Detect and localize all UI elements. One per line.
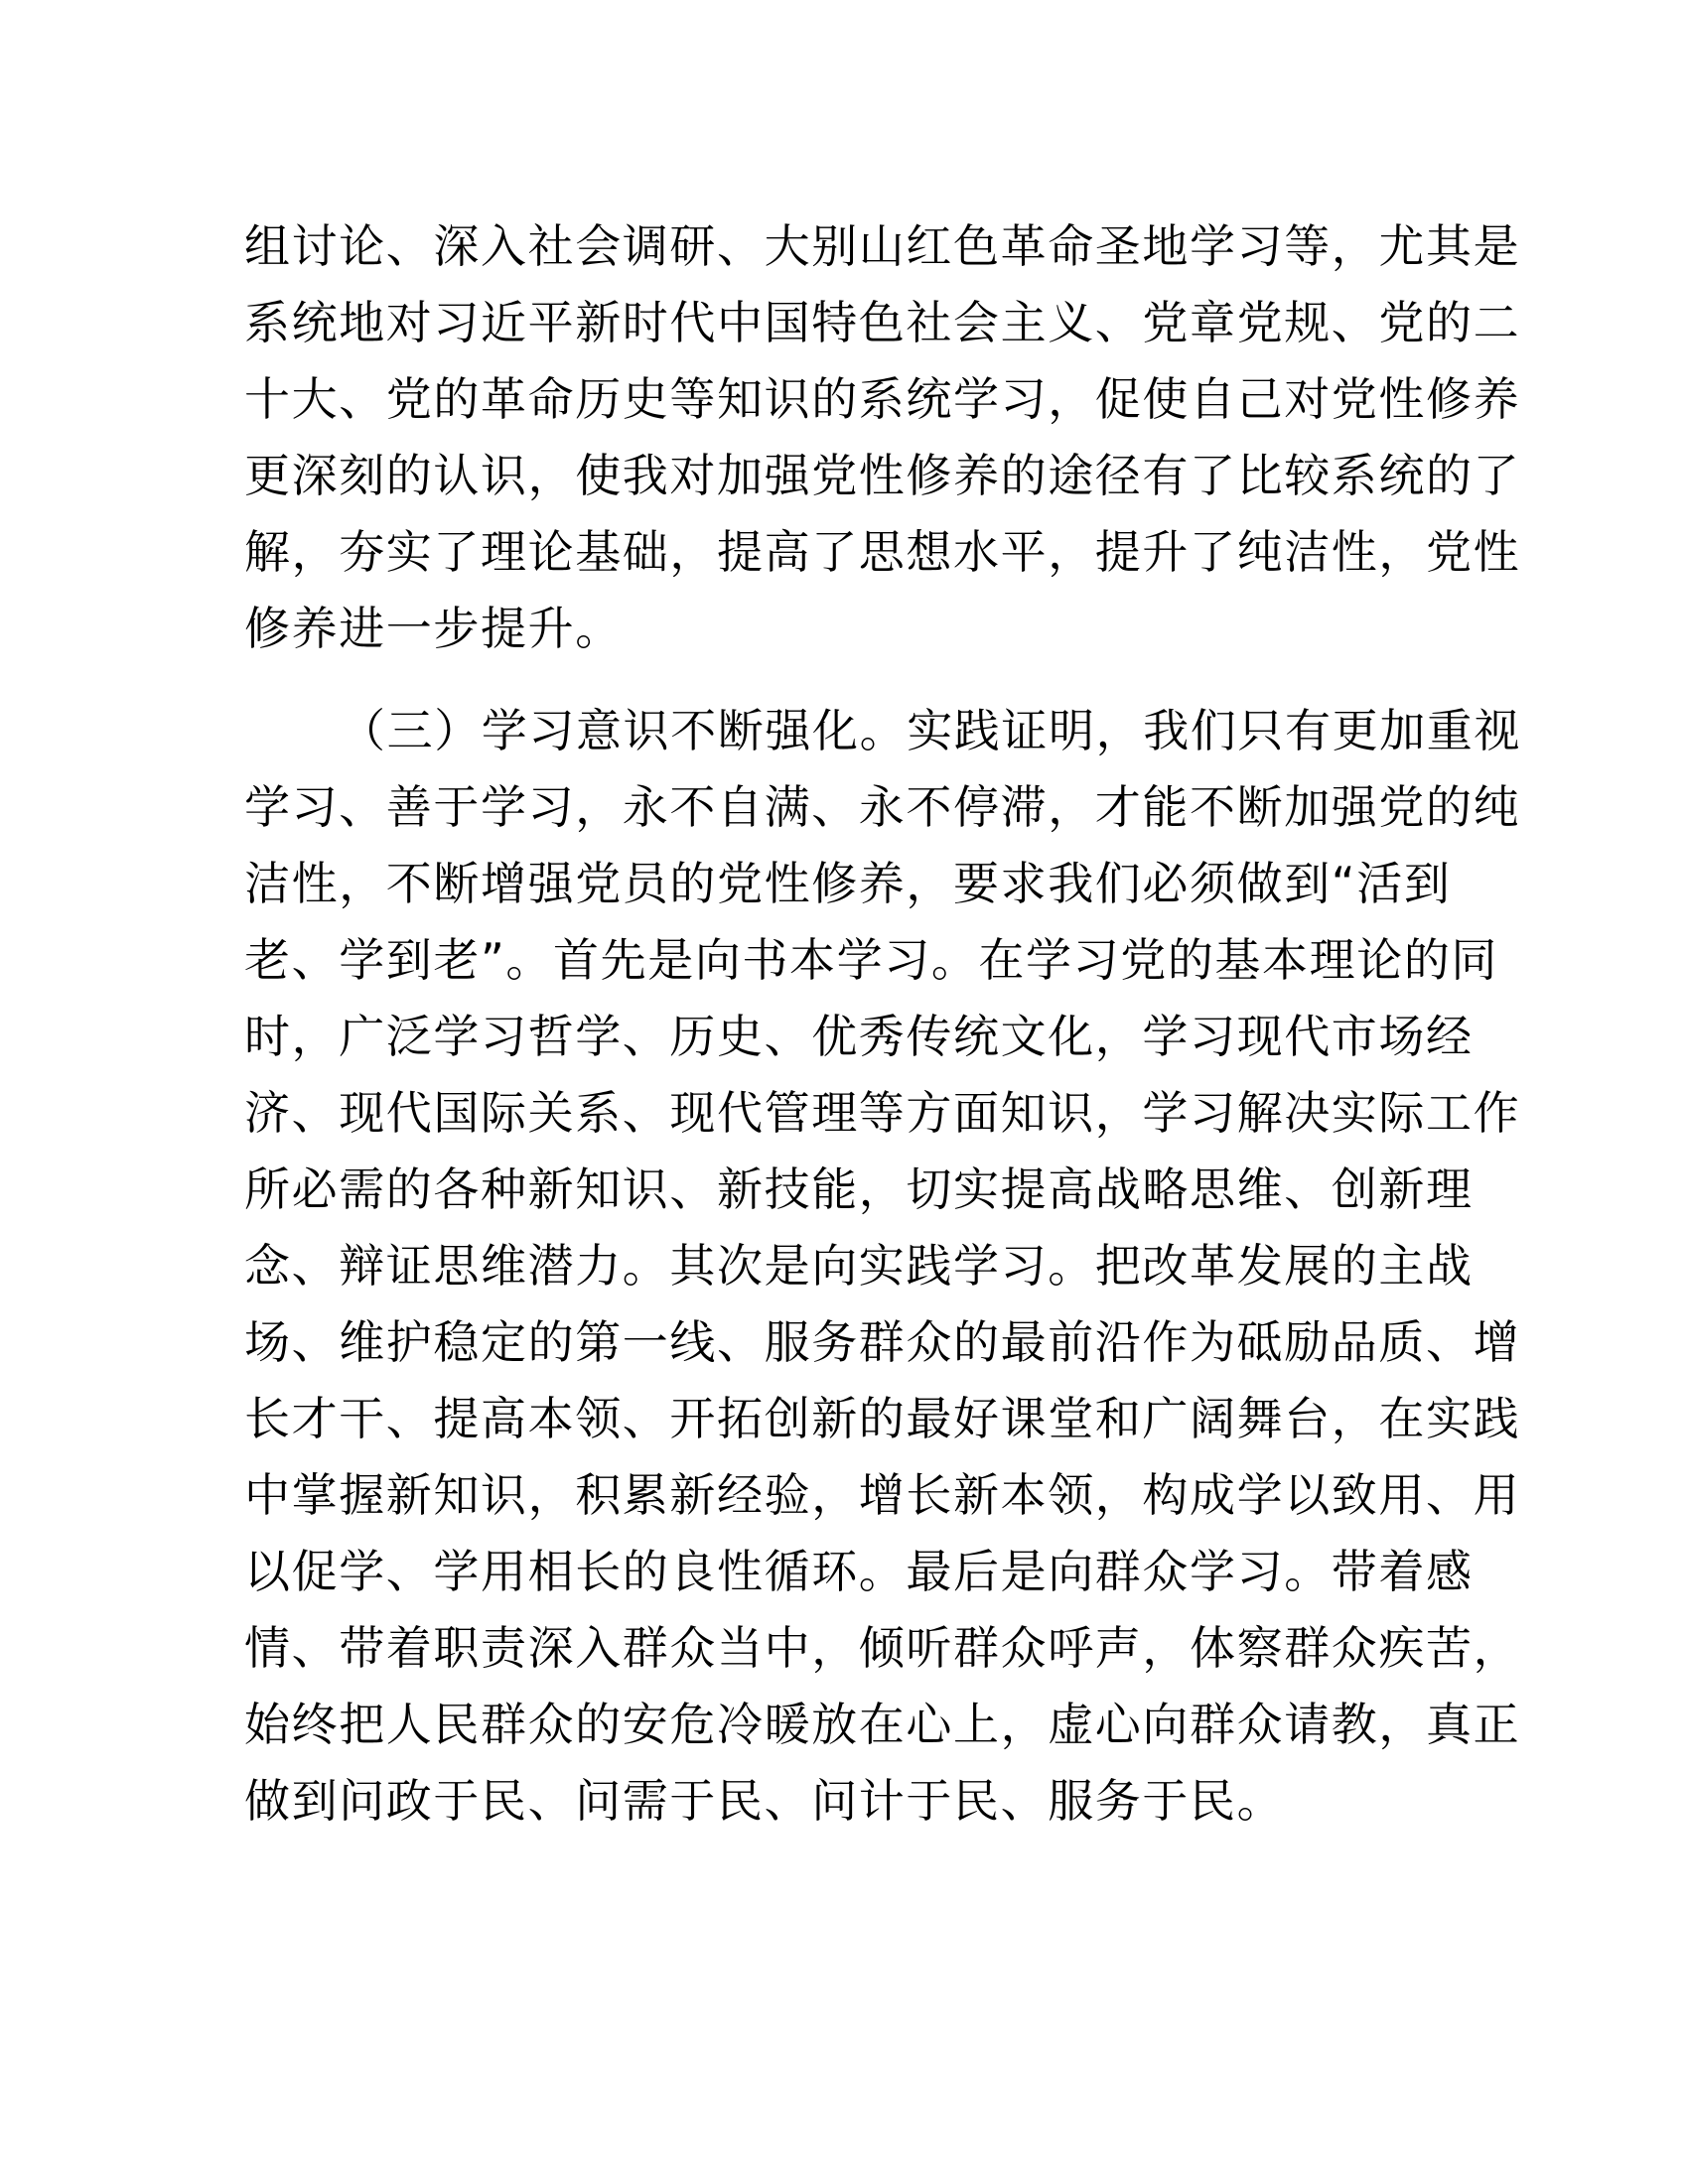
paragraph-gap [244, 667, 1446, 693]
text-line: 修养进一步提升。 [244, 602, 623, 655]
paragraph-1 [244, 208, 1521, 667]
body-text [244, 208, 1521, 1840]
text-line: 念、辩证思维潜力。其次是向实践学习。把改革发展的主战 [244, 1239, 1474, 1293]
text-line: 更深刻的认识，使我对加强党性修养的途径有了比较系统的了 [244, 449, 1521, 502]
text-line: 情、带着职责深入群众当中，倾听群众呼声，体察群众疾苦， [244, 1621, 1521, 1675]
text-line: 场、维护稳定的第一线、服务群众的最前沿作为砥励品质、增 [244, 1315, 1521, 1369]
text-line: 学习、善于学习，永不自满、永不停滞，才能不断加强党的纯 [244, 780, 1521, 834]
text-line: 长才干、提高本领、开拓创新的最好课堂和广阔舞台，在实践 [244, 1392, 1521, 1445]
text-line: 所必需的各种新知识、新技能，切实提高战略思维、创新理 [244, 1162, 1474, 1216]
paragraph-2 [244, 693, 1521, 1840]
section-heading-line: （三）学习意识不断强化。实践证明，我们只有更加重视 [340, 704, 1521, 757]
text-line: 解，夯实了理论基础，提高了思想水平，提升了纯洁性，党性 [244, 525, 1521, 579]
text-line: 洁性，不断增强党员的党性修养，要求我们必须做到“活到 [244, 857, 1452, 910]
text-line: 老、学到老”。首先是向书本学习。在学习党的基本理论的同 [244, 933, 1499, 987]
text-line: 中掌握新知识，积累新经验，增长新本领，构成学以致用、用 [244, 1468, 1521, 1522]
text-line: 以促学、学用相长的良性循环。最后是向群众学习。带着感 [244, 1545, 1474, 1598]
text-line: 做到问政于民、问需于民、问计于民、服务于民。 [244, 1774, 1285, 1828]
text-line: 十大、党的革命历史等知识的系统学习，促使自己对党性修养 [244, 372, 1521, 426]
text-line: 始终把人民群众的安危冷暖放在心上，虚心向群众请教，真正 [244, 1698, 1521, 1751]
text-line: 系统地对习近平新时代中国特色社会主义、党章党规、党的二 [244, 296, 1521, 349]
text-line: 济、现代国际关系、现代管理等方面知识，学习解决实际工作 [244, 1086, 1521, 1140]
text-line: 组讨论、深入社会调研、大别山红色革命圣地学习等，尤其是 [244, 219, 1521, 273]
text-line: 时，广泛学习哲学、历史、优秀传统文化，学习现代市场经 [244, 1010, 1474, 1063]
